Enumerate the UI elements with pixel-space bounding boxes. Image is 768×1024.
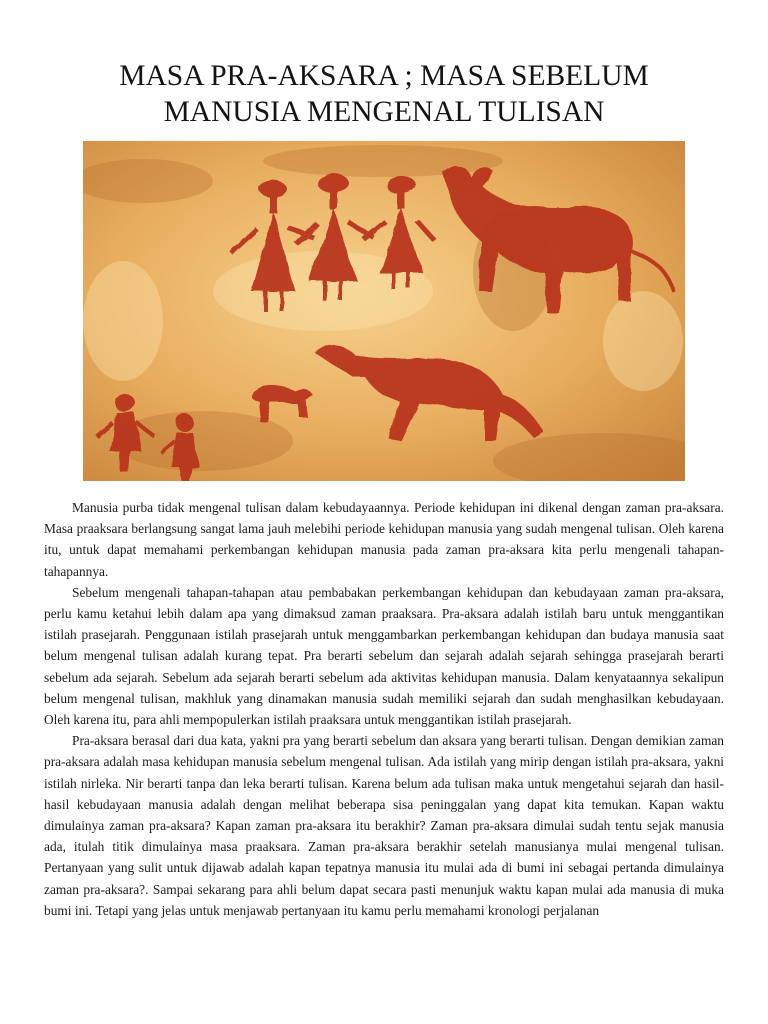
paragraph-3: Pra-aksara berasal dari dua kata, yakni pra yang berarti sebelum dan aksara yang berarti tulisan. Dengan demikian zaman pra-aksara adalah masa kehidupan manusia sebelum mengenal tulisan. Ada istilah yang mirip dengan istilah pra-aksara, yakni istilah nirleka. Nir berarti tanpa dan leka berarti tulisan. Karena belum ada tulisan maka untuk mengetahui sejarah dan hasil-hasil kebudayaan manusia adalah dengan melihat beberapa sisa peninggalan yang dapat kita temukan. Kapan waktu dimulainya zaman pra-aksara? Kapan zaman pra-aksara itu berakhir? Zaman pra-aksara dimulai sudah tentu sejak manusia ada, itulah titik dimulainya masa praaksara. Zaman pra-aksara berakhir setelah manusianya mulai mengenal tulisan. Pertanyaan yang sulit untuk dijawab adalah kapan tepatnya manusia itu mulai ada di bumi ini sebagai pertanda dimulainya zaman pra-aksara?. Sampai sekarang para ahli belum dapat secara pasti menunjuk waktu kapan mulai ada manusia di muka bumi ini. Tetapi yang jelas untuk menjawab pertanyaan itu kamu perlu memahami kronologi perjalanan bbox=[44, 733, 724, 918]
title-line-1: MASA PRA-AKSARA ; MASA SEBELUM bbox=[119, 60, 649, 92]
body-text bbox=[44, 497, 724, 921]
paragraph-2: Sebelum mengenali tahapan-tahapan atau pembabakan perkembangan kehidupan dan kebudayaan zaman pra-aksara, perlu kamu ketahui lebih dalam apa yang dimaksud zaman praaksara. Pra-aksara adalah istilah baru untuk menggantikan istilah prasejarah. Penggunaan istilah prasejarah untuk menggambarkan perkembangan kehidupan dan budaya manusia saat belum mengenal tulisan adalah kurang tepat. Pra berarti sebelum dan sejarah adalah sejarah sehingga prasejarah berarti sebelum ada sejarah. Sebelum ada sejarah berarti sebelum ada aktivitas kehidupan manusia. Dalam kenyataannya sekalipun belum mengenal tulisan, makhluk yang dinamakan manusia sudah memiliki sejarah dan sudah menghasilkan kebudayaan. Oleh karena itu, para ahli mempopulerkan istilah praaksara untuk menggantikan istilah prasejarah. bbox=[44, 584, 724, 728]
title-line-2: MANUSIA MENGENAL TULISAN bbox=[163, 96, 605, 128]
paragraph-1: Manusia purba tidak mengenal tulisan dalam kebudayaannya. Periode kehidupan ini dikenal dengan zaman pra-aksara. Masa praaksara berlangsung sangat lama jauh melebihi periode kehidupan manusia yang sudah mengenal tulisan. Oleh karena itu, untuk dapat memahami perkembangan kehidupan manusia pada zaman pra-aksara kita perlu mengenali tahapan-tahapannya. bbox=[44, 500, 724, 579]
document-title bbox=[40, 58, 728, 130]
cave-painting-image bbox=[83, 141, 685, 481]
cave-painting-illustration bbox=[83, 141, 685, 481]
